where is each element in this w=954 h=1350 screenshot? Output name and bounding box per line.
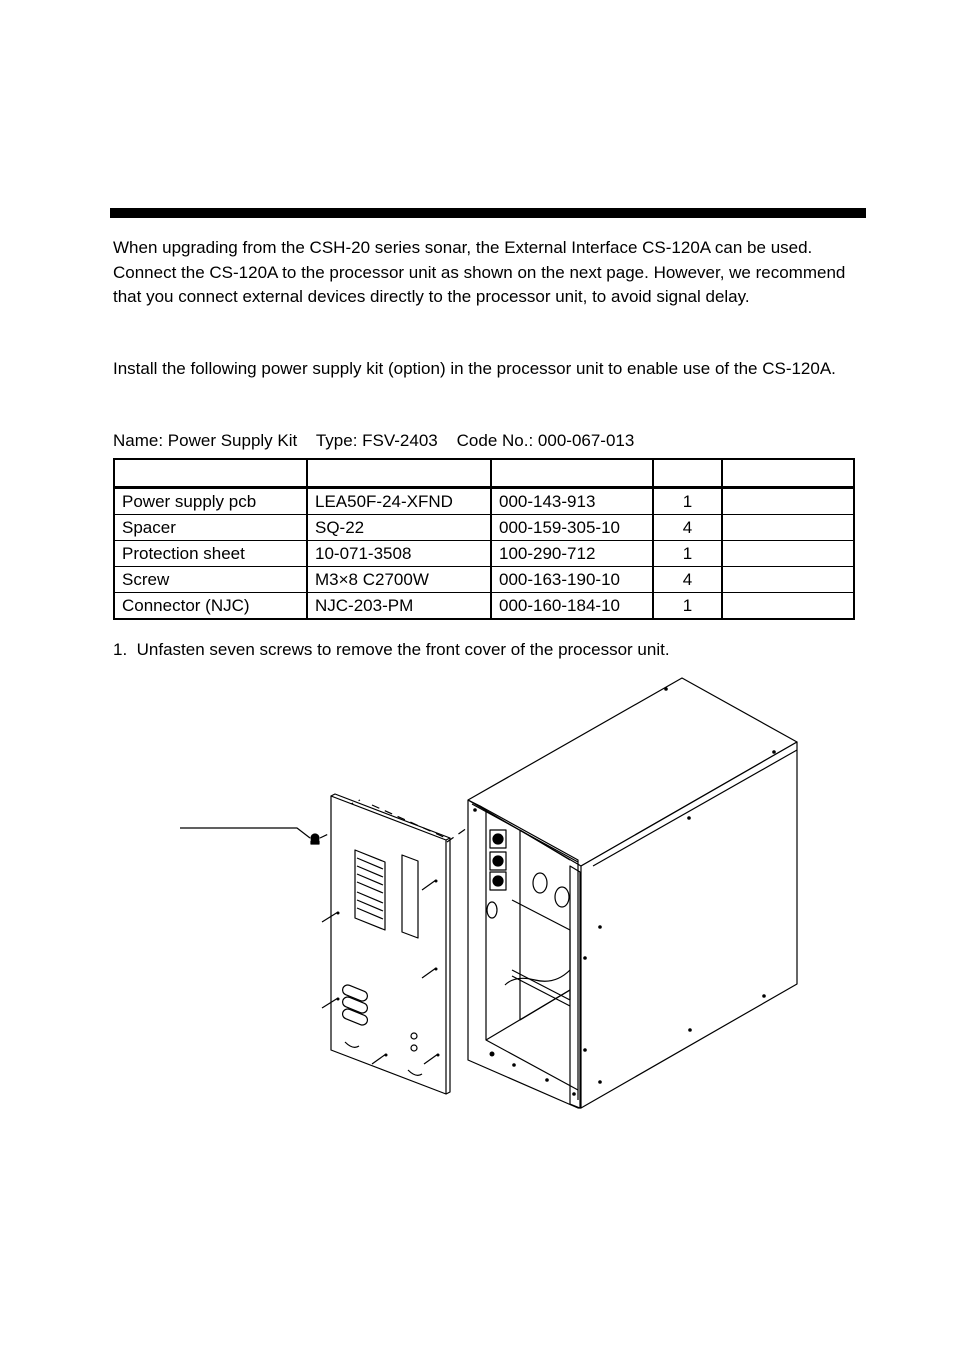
- cell-qty: 1: [653, 541, 722, 567]
- cell-qty: 4: [653, 567, 722, 593]
- install-paragraph: Install the following power supply kit (option) in the processor unit to enable use of the CS-120A.: [113, 359, 836, 378]
- processor-unit-illustration: [170, 672, 810, 1122]
- intro-paragraph: When upgrading from the CSH-20 series sonar, the External Interface CS-120A can be used. Connect the CS-120A to the processor unit as shown on the next page. However, we recommend that you connect external devices directly to the processor unit, to avoid signal delay.: [113, 238, 846, 306]
- cell-name: Protection sheet: [114, 541, 307, 567]
- cell-name: Power supply pcb: [114, 488, 307, 515]
- table-row: [114, 593, 854, 620]
- cell-qty: 1: [653, 593, 722, 620]
- cell-remarks: [722, 515, 854, 541]
- cell-code: 000-163-190-10: [491, 567, 653, 593]
- step-text: Unfasten seven screws to remove the front cover of the processor unit.: [136, 640, 670, 659]
- header-name: [114, 459, 307, 488]
- cell-code: 000-159-305-10: [491, 515, 653, 541]
- table-row: [114, 567, 854, 593]
- cell-name: Screw: [114, 567, 307, 593]
- cell-name: Connector (NJC): [114, 593, 307, 620]
- cell-remarks: [722, 488, 854, 515]
- cell-type: SQ-22: [307, 515, 491, 541]
- cell-code: 100-290-712: [491, 541, 653, 567]
- header-code: [491, 459, 653, 488]
- cell-name: Spacer: [114, 515, 307, 541]
- header-remarks: [722, 459, 854, 488]
- table-header-row: [114, 459, 854, 488]
- cell-remarks: [722, 567, 854, 593]
- step-1: [113, 638, 670, 662]
- cell-code: 000-143-913: [491, 488, 653, 515]
- cell-code: 000-160-184-10: [491, 593, 653, 620]
- cell-type: NJC-203-PM: [307, 593, 491, 620]
- section-heading-rule: [110, 208, 866, 218]
- cell-qty: 1: [653, 488, 722, 515]
- cell-qty: 4: [653, 515, 722, 541]
- step-number: 1.: [113, 640, 128, 659]
- header-type: [307, 459, 491, 488]
- cell-remarks: [722, 541, 854, 567]
- screw-icon: [311, 834, 319, 844]
- cell-type: 10-071-3508: [307, 541, 491, 567]
- kit-code: Code No.: 000-067-013: [456, 431, 635, 450]
- kit-type: Type: FSV-2403: [315, 431, 438, 450]
- front-cover-panel: [322, 794, 450, 1094]
- screw-leader-line: [180, 828, 310, 838]
- table-row: [114, 488, 854, 515]
- table-row: [114, 541, 854, 567]
- kit-info-line: [113, 429, 634, 453]
- table-row: [114, 515, 854, 541]
- parts-table: [113, 458, 855, 620]
- kit-name: Name: Power Supply Kit: [113, 431, 298, 450]
- header-qty: [653, 459, 722, 488]
- cell-type: LEA50F-24-XFND: [307, 488, 491, 515]
- cell-remarks: [722, 593, 854, 620]
- cell-type: M3×8 C2700W: [307, 567, 491, 593]
